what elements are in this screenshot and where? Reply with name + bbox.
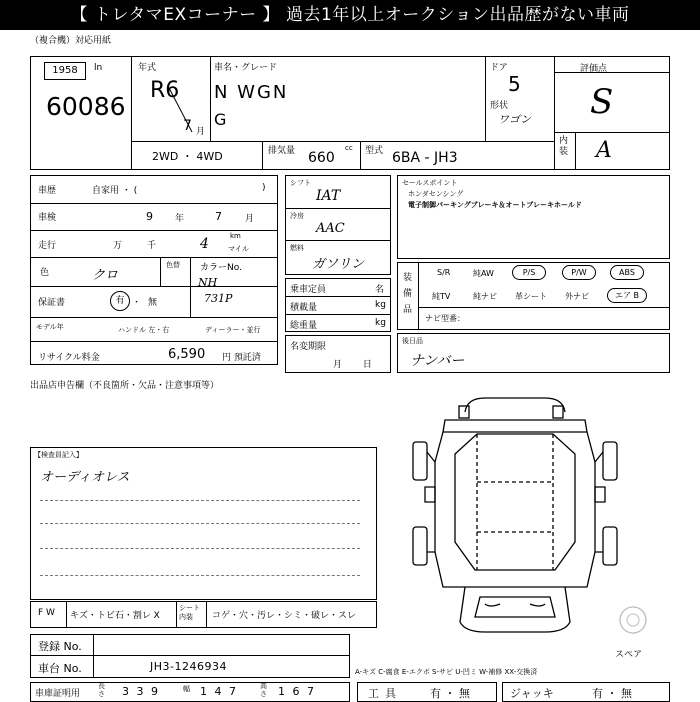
fuel-value: ガソリン <box>312 257 365 272</box>
color-no-1: NH <box>198 276 218 289</box>
equip-leather: 革シート <box>515 292 547 301</box>
chassis-label: 車台 No. <box>38 662 82 675</box>
warranty-label: 保証書 <box>38 298 66 308</box>
height-label: 高さ <box>260 682 267 698</box>
color-no-label: カラーNo. <box>200 263 242 273</box>
inspection-year: 9 <box>146 210 153 223</box>
equipment-label: 装備品 <box>403 273 413 315</box>
weight-label: 総重量 <box>290 321 318 331</box>
load-label: 積載量 <box>290 303 318 313</box>
equip-aw: 純AW <box>473 269 494 278</box>
equip-pw: P/W <box>562 265 596 280</box>
mileage-km: km <box>230 232 241 240</box>
equip-airbag: エア B <box>607 288 647 303</box>
displacement-unit: cc <box>345 144 353 152</box>
inspection-label: 車検 <box>38 213 57 223</box>
grade-label: 評価点 <box>580 64 608 74</box>
inspection-year-unit: 年 <box>175 214 185 224</box>
tools-label: 工具 <box>368 687 402 700</box>
inspection-month-unit: 月 <box>245 214 255 224</box>
expiry-unit: 月 日 <box>333 360 372 370</box>
tools-value: 有 ・ 無 <box>430 687 470 700</box>
fw-label: F W <box>38 608 55 618</box>
mileage-sen: 千 <box>147 241 157 251</box>
navi-model-label: ナビ型番： <box>425 314 465 323</box>
mileage-label: 走行 <box>38 241 57 251</box>
shift-value: IAT <box>316 188 341 204</box>
year-value: R6 <box>150 78 180 103</box>
grade-score: S <box>590 82 614 122</box>
seat-label: シート 内装 <box>179 604 200 621</box>
later-items-label: 後日品 <box>402 337 423 345</box>
month-unit: 月 <box>196 127 206 137</box>
vehicle-info-block <box>30 56 670 170</box>
door-value: 5 <box>508 72 521 96</box>
certificate-label: 車庫証明用 <box>35 689 81 699</box>
inspection-month: 7 <box>215 210 222 223</box>
ac-value: AAC <box>316 221 345 236</box>
displacement-label: 排気量 <box>268 146 296 156</box>
model-value: 6BA - JH3 <box>392 150 458 166</box>
form-subheader: （複合機）対応用紙 <box>30 36 112 46</box>
color-change-label: 色替 <box>166 261 180 269</box>
mileage-handwritten: 4 <box>200 236 209 252</box>
seat-value: コゲ・穴・汚レ・シミ・破レ・スレ <box>212 611 357 621</box>
sales-point-line2: 電子制御パーキングブレーキ＆オートブレーキホールド <box>408 201 582 209</box>
sales-point-line1: ホンダセンシング <box>408 190 464 198</box>
month-value: 7 <box>183 118 192 134</box>
equip-sr: S/R <box>437 268 451 277</box>
jack-label: ジャッキ <box>510 687 554 700</box>
load-unit: kg <box>375 300 386 310</box>
lot-small-number: 1958 <box>44 62 86 80</box>
later-items-value: ナンバー <box>410 353 465 369</box>
lot-suffix: ln <box>94 63 103 73</box>
interior-label: 内装 <box>559 136 569 157</box>
fuel-label: 燃料 <box>290 244 304 252</box>
inspector-value: オーディオレス <box>40 470 130 485</box>
jack-value: 有 ・ 無 <box>592 687 632 700</box>
shape-value: ワゴン <box>498 113 531 126</box>
mileage-man: 万 <box>113 241 123 251</box>
drive-type: 2WD ・ 4WD <box>152 150 223 163</box>
color-value: クロ <box>92 268 119 283</box>
recycle-value: 6,590 <box>168 347 206 362</box>
recycle-label: リサイクル料金 <box>38 353 100 363</box>
sales-point-label: セールスポイント <box>402 179 458 187</box>
equip-ext-navi: 外ナビ <box>565 292 589 301</box>
ac-label: 冷房 <box>290 212 304 220</box>
color-label: 色 <box>40 268 50 278</box>
inspector-label: 【検査員記入】 <box>34 451 83 459</box>
vehicle-name: N WGN <box>214 82 289 103</box>
damage-legend: A-キズ C-腐食 E-エクボ S-サビ U-凹ミ W-補修 XX-交換済 <box>355 668 538 676</box>
displacement-value: 660 <box>308 150 335 166</box>
capacity-label: 乗車定員 <box>290 285 327 295</box>
spare-label: スペア <box>615 650 643 660</box>
expiry-label: 名変期限 <box>290 342 327 352</box>
car-damage-diagram <box>405 392 670 642</box>
interior-grade: A <box>596 138 612 163</box>
model-label: 型式 <box>365 146 384 156</box>
vehicle-grade: G <box>214 110 227 129</box>
color-no-2: 731P <box>204 292 233 305</box>
length-label: 長さ <box>98 682 105 698</box>
equip-abs: ABS <box>610 265 644 280</box>
width-value: 1 4 7 <box>200 685 236 698</box>
height-value: 1 6 7 <box>278 685 314 698</box>
warranty-yes: 有 <box>110 291 130 311</box>
warranty-none: 無 <box>148 298 158 308</box>
recycle-unit: 円 預託済 <box>222 353 261 363</box>
header-banner: 【 トレタマEXコーナー 】 過去1年以上オークション出品歴がない車両 <box>0 0 700 30</box>
dealer-label: ディーラー・並行 <box>205 326 261 334</box>
lot-number: 60086 <box>46 92 126 121</box>
history-label: 車歴 <box>38 186 57 196</box>
notes-label: 出品店申告欄（不良箇所・欠品・注意事項等） <box>30 381 220 391</box>
width-label: 幅 <box>183 685 190 693</box>
equip-tv: 純TV <box>432 292 451 301</box>
shift-label: シフト <box>290 179 311 187</box>
door-label: ドア <box>490 63 508 73</box>
history-value: 自家用 ・ ( <box>92 186 138 196</box>
registration-label: 登録 No. <box>38 640 82 653</box>
mileage-mile: マイル <box>228 245 249 253</box>
shape-label: 形状 <box>490 101 509 111</box>
capacity-unit: 名 <box>375 285 385 295</box>
equip-ps: P/S <box>512 265 546 280</box>
equip-navi: 純ナビ <box>473 292 497 301</box>
model-year-label: モデル年 <box>36 323 64 331</box>
handle-label: ハンドル 左・右 <box>118 326 170 334</box>
history-value-end: ) <box>262 183 266 193</box>
year-label: 年式 <box>138 63 157 73</box>
name-label: 車名・グレード <box>214 63 278 73</box>
weight-unit: kg <box>375 318 386 328</box>
fw-value: キズ・トビ石・割レ X <box>70 611 160 621</box>
length-value: 3 3 9 <box>122 685 158 698</box>
chassis-value: JH3-1246934 <box>150 660 227 673</box>
